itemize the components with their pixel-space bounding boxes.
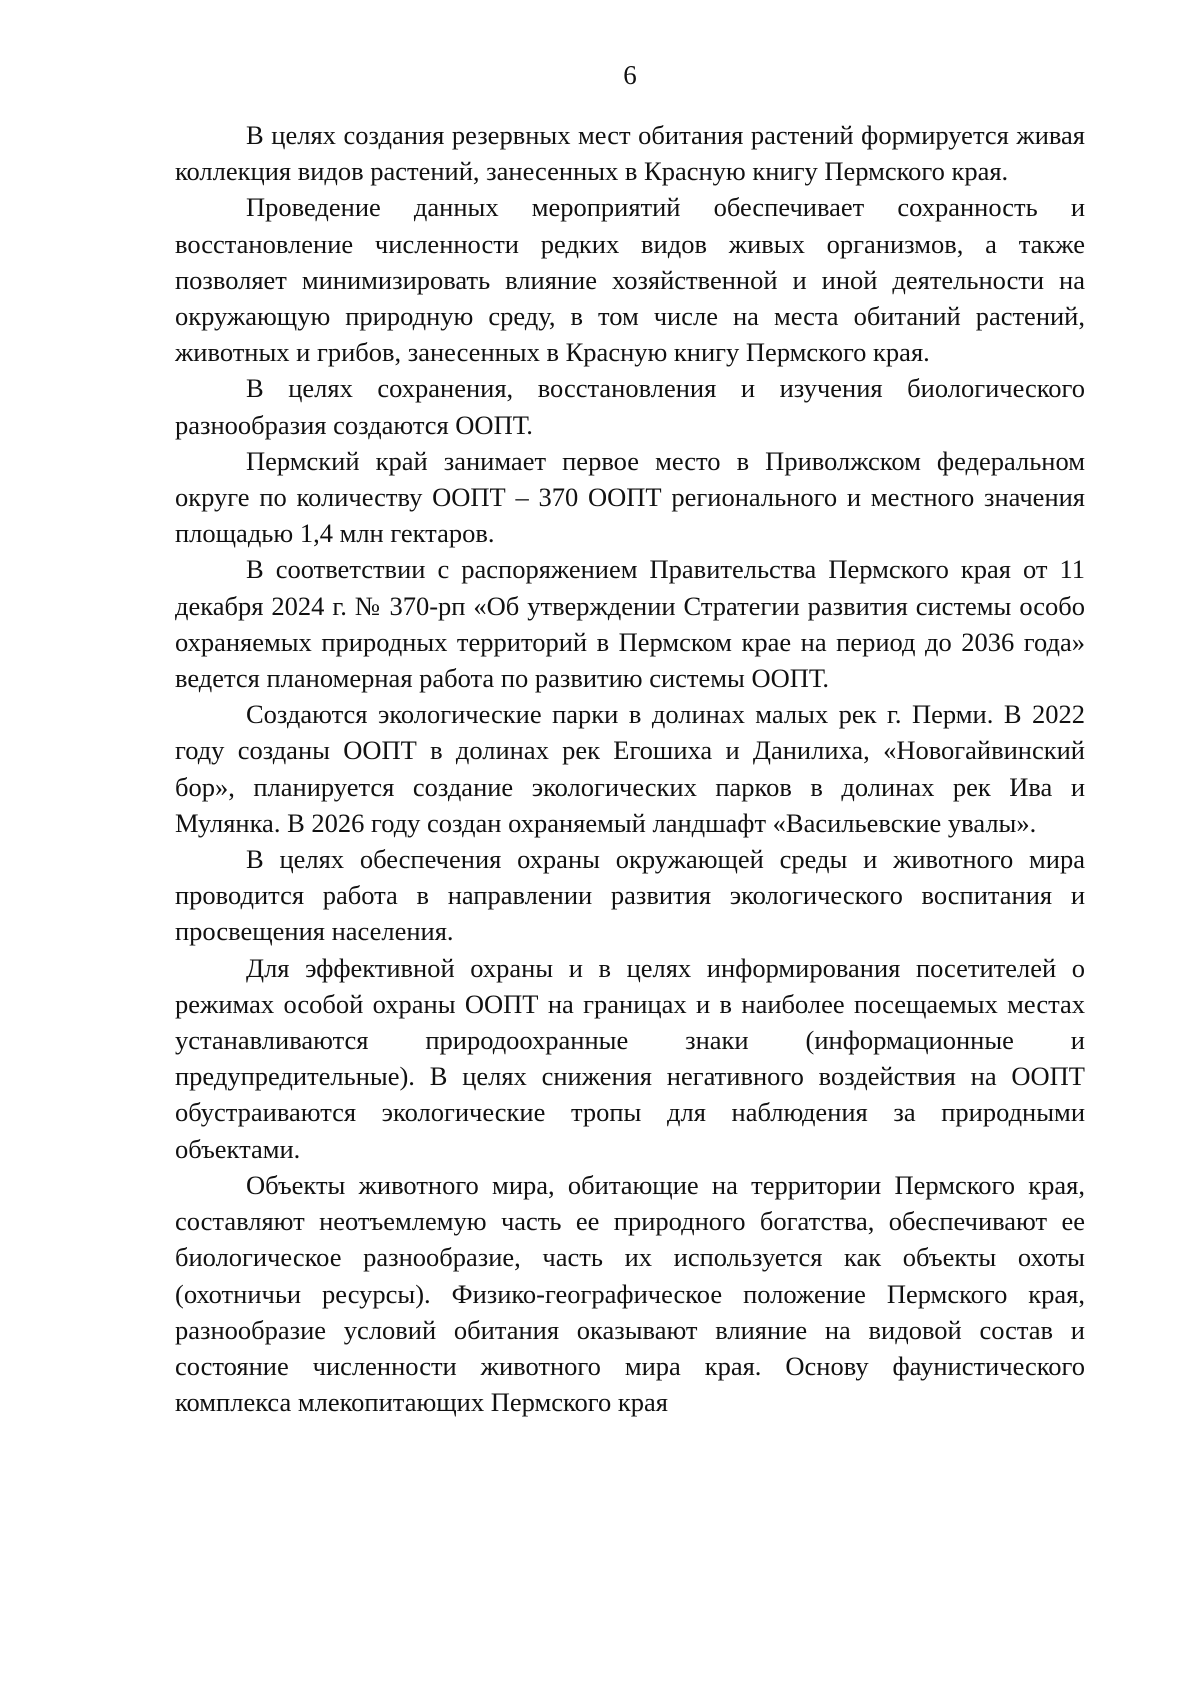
paragraph: В соответствии с распоряжением Правительства Пермского края от 11 декабря 2024 г. № 370-рп «Об утверждении Стратегии развития системы особо охраняемых природных территорий в Пермском крае на период до 2036 года» ведется планомерная работа по развитию системы ООПТ. bbox=[175, 554, 1085, 694]
document-body bbox=[175, 117, 1085, 1420]
page-number: 6 bbox=[623, 60, 637, 90]
paragraph: Пермский край занимает первое место в Приволжском федеральном округе по количеству ООПТ – 370 ООПТ регионального и местного значения площадью 1,4 млн гектаров. bbox=[175, 445, 1085, 549]
paragraph: Для эффективной охраны и в целях информирования посетителей о режимах особой охраны ООПТ на границах и в наиболее посещаемых местах устанавливаются природоохранные знаки (информационные и предупредительные). В целях снижения негативного воздействия на ООПТ обустраиваются экологические тропы для наблюдения за природными объектами. bbox=[175, 952, 1085, 1164]
paragraph: В целях сохранения, восстановления и изучения биологического разнообразия создаются ООПТ. bbox=[175, 373, 1085, 440]
paragraph: В целях создания резервных мест обитания растений формируется живая коллекция видов растений, занесенных в Красную книгу Пермского края. bbox=[175, 120, 1085, 187]
paragraph: Создаются экологические парки в долинах малых рек г. Перми. В 2022 году созданы ООПТ в долинах рек Егошиха и Данилиха, «Новогайвинский бор», планируется создание экологических парков в долинах рек Ива и Мулянка. В 2026 году создан охраняемый ландшафт «Васильевские увалы». bbox=[175, 699, 1085, 838]
paragraph: В целях обеспечения охраны окружающей среды и животного мира проводится работа в направлении развития экологического воспитания и просвещения населения. bbox=[175, 844, 1085, 947]
paragraph-last: Объекты животного мира, обитающие на территории Пермского края, составляют неотъемлемую часть ее природного богатства, обеспечивают ее биологическое разнообразие, часть их используется как объекты охоты (охотничьи ресурсы). Физико-географическое положение Пермского края, разнообразие условий обитания оказывают влияние на видовой состав и состояние численности животного мира края. Основу фаунистического комплекса млекопитающих Пермского края bbox=[175, 1169, 1085, 1418]
paragraph: Проведение данных мероприятий обеспечивает сохранность и восстановление численности редких видов живых организмов, а также позволяет минимизировать влияние хозяйственной и иной деятельности на окружающую природную среду, в том числе на места обитаний растений, животных и грибов, занесенных в Красную книгу Пермского края. bbox=[175, 192, 1085, 368]
